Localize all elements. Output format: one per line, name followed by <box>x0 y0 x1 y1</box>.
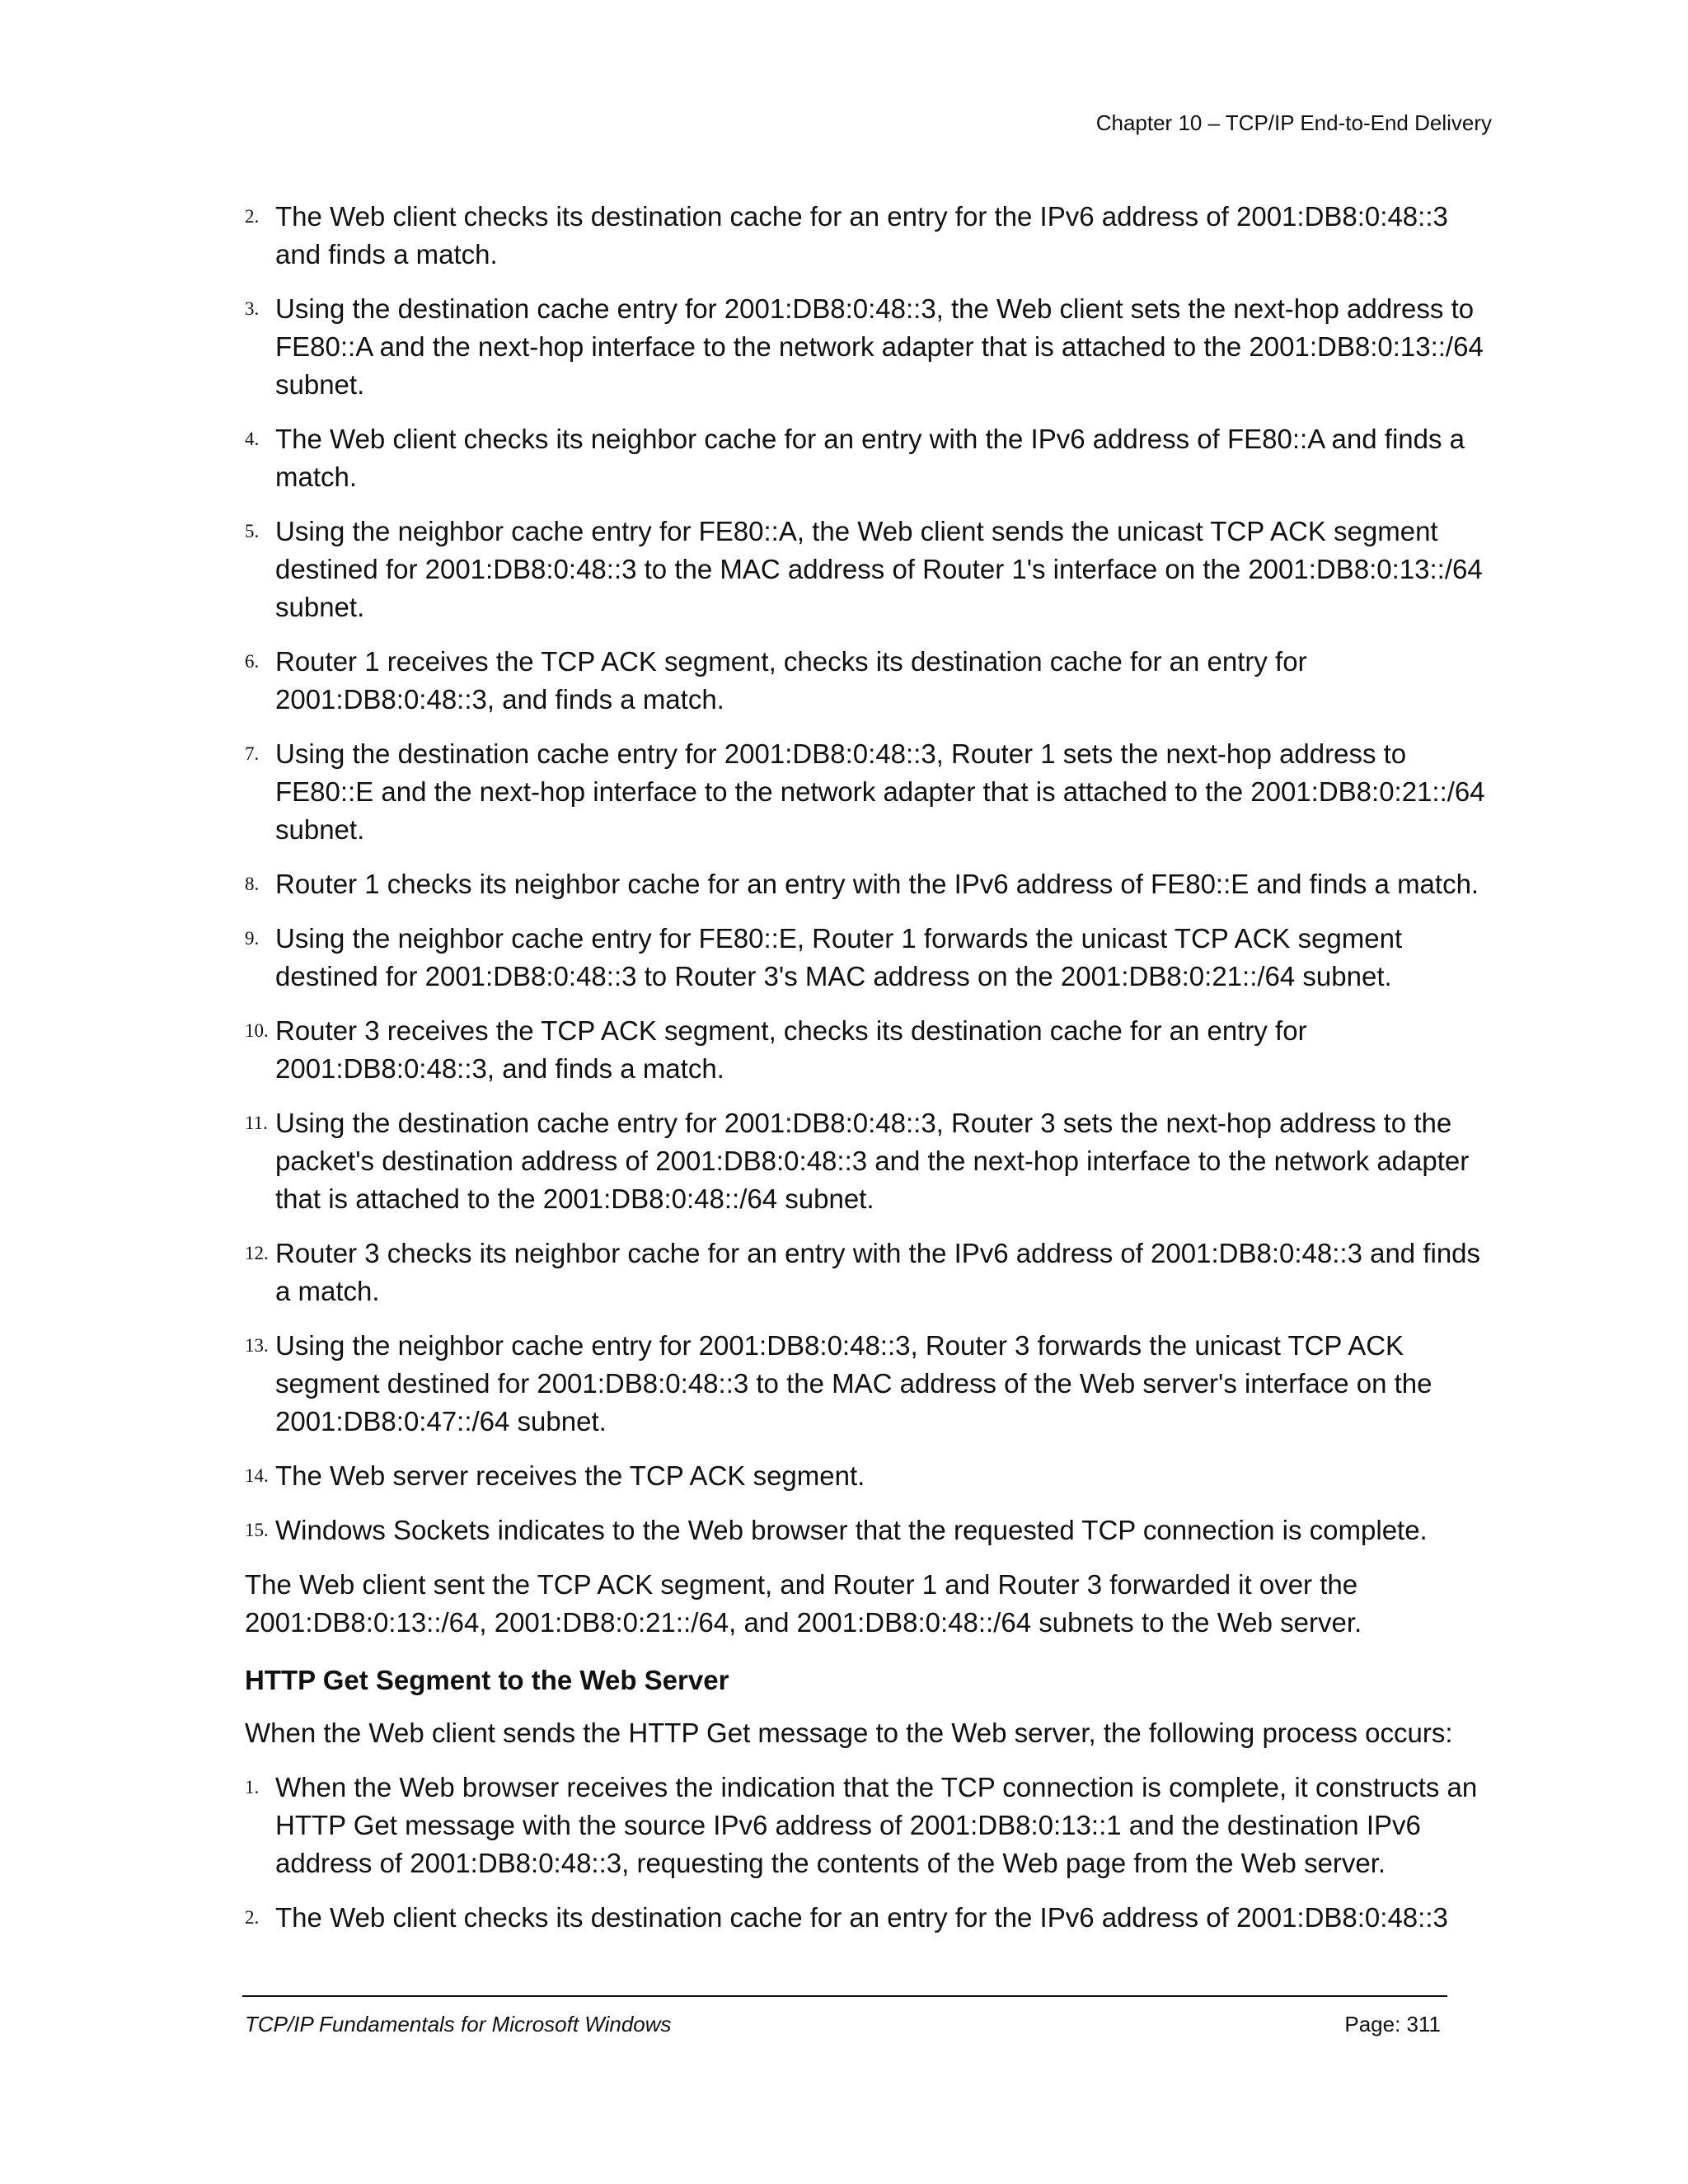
step-number: 11. <box>245 1113 268 1133</box>
step-text: Router 3 checks its neighbor cache for an entry with the IPv6 address of 2001:DB8:0:48::3 and finds a match. <box>275 1238 1481 1306</box>
step-text: When the Web browser receives the indication that the TCP connection is complete, it constructs an HTTP Get message with the source IPv6 address of 2001:DB8:0:13::1 and the destination IPv6 address of 2001:DB8:0:48::3, requesting the contents of the Web page from the Web server. <box>275 1772 1478 1878</box>
step-text: Router 3 receives the TCP ACK segment, checks its destination cache for an entry for 2001:DB8:0:48::3, and finds a match. <box>275 1015 1307 1084</box>
step-text: Using the destination cache entry for 2001:DB8:0:48::3, the Web client sets the next-hop address to FE80::A and the next-hop interface to the network adapter that is attached to the 2001:DB8:0:13::/64 subnet. <box>275 293 1484 400</box>
step-text: Using the destination cache entry for 2001:DB8:0:48::3, Router 3 sets the next-hop address to the packet's destination address of 2001:DB8:0:48::3 and the next-hop interface to the network adapter that is attached to the 2001:DB8:0:48::/64 subnet. <box>275 1108 1470 1214</box>
running-header: Chapter 10 – TCP/IP End-to-End Delivery <box>1095 110 1492 135</box>
section-intro: When the Web client sends the HTTP Get message to the Web server, the following process occurs: <box>245 1718 1453 1748</box>
step-text: Windows Sockets indicates to the Web browser that the requested TCP connection is complete. <box>275 1515 1428 1545</box>
step-text: Router 1 checks its neighbor cache for an entry with the IPv6 address of FE80::E and finds a match. <box>275 869 1479 899</box>
step-list-1 <box>245 198 1498 1549</box>
step-number: 2. <box>245 206 260 227</box>
step-number: 3. <box>245 298 260 319</box>
step-number: 1. <box>245 1777 260 1797</box>
footer-page-number: Page: 311 <box>1344 2012 1441 2036</box>
step-text: Using the neighbor cache entry for 2001:DB8:0:48::3, Router 3 forwards the unicast TCP ACK segment destined for 2001:DB8:0:48::3 to the MAC address of the Web server's interface on the 2001:DB8:0:47::/64 subnet. <box>275 1330 1432 1436</box>
list-item <box>245 1327 1498 1441</box>
step-text: The Web client checks its destination cache for an entry for the IPv6 address of 2001:DB8:0:48::3 and finds a match. <box>275 201 1448 269</box>
list-item <box>245 1511 1498 1549</box>
list-item <box>245 865 1498 903</box>
list-item <box>245 1769 1498 1882</box>
list-item <box>245 420 1498 496</box>
step-number: 13. <box>245 1335 269 1356</box>
step-text: Router 1 receives the TCP ACK segment, checks its destination cache for an entry for 2001:DB8:0:48::3, and finds a match. <box>275 646 1307 715</box>
step-number: 14. <box>245 1465 269 1486</box>
step-number: 2. <box>245 1907 260 1928</box>
footer-book-title: TCP/IP Fundamentals for Microsoft Windows <box>245 2012 672 2036</box>
step-text: Using the neighbor cache entry for FE80::A, the Web client sends the unicast TCP ACK segment destined for 2001:DB8:0:48::3 to the MAC address of Router 1's interface on the 2001:DB8:0:13::/64 subnet. <box>275 516 1483 622</box>
step-number: 4. <box>245 429 260 449</box>
list-item <box>245 643 1498 719</box>
list-item <box>245 1457 1498 1495</box>
list-item <box>245 198 1498 274</box>
page-body <box>245 198 1498 1953</box>
list-item <box>245 1899 1498 1937</box>
section-heading: HTTP Get Segment to the Web Server <box>245 1665 729 1695</box>
step-number: 6. <box>245 651 260 672</box>
list-item <box>245 1235 1498 1310</box>
step-number: 7. <box>245 743 260 764</box>
step-text: Using the destination cache entry for 2001:DB8:0:48::3, Router 1 sets the next-hop address to FE80::E and the next-hop interface to the network adapter that is attached to the 2001:DB8:0:21::/64 subnet. <box>275 738 1485 845</box>
step-number: 8. <box>245 874 260 894</box>
step-text: The Web client checks its destination cache for an entry for the IPv6 address of 2001:DB8:0:48::3 <box>275 1902 1448 1933</box>
list-item <box>245 735 1498 849</box>
step-number: 10. <box>245 1020 269 1041</box>
list-item <box>245 920 1498 996</box>
footer-divider <box>242 1995 1447 1997</box>
step-text: The Web server receives the TCP ACK segment. <box>275 1460 865 1491</box>
step-number: 15. <box>245 1520 269 1540</box>
list-item <box>245 513 1498 626</box>
list-item <box>245 290 1498 404</box>
list-item <box>245 1012 1498 1088</box>
list-item <box>245 1104 1498 1218</box>
step-text: The Web client checks its neighbor cache for an entry with the IPv6 address of FE80::A and finds a match. <box>275 424 1465 492</box>
step-number: 9. <box>245 928 260 949</box>
step-list-2 <box>245 1769 1498 1937</box>
summary-paragraph: The Web client sent the TCP ACK segment, and Router 1 and Router 3 forwarded it over the 2001:DB8:0:13::/64, 2001:DB8:0:21::/64, and 2001:DB8:0:48::/64 subnets to the Web server. <box>245 1569 1362 1638</box>
step-text: Using the neighbor cache entry for FE80::E, Router 1 forwards the unicast TCP ACK segment destined for 2001:DB8:0:48::3 to Router 3's MAC address on the 2001:DB8:0:21::/64 subnet. <box>275 923 1403 991</box>
step-number: 12. <box>245 1243 269 1263</box>
step-number: 5. <box>245 521 260 541</box>
